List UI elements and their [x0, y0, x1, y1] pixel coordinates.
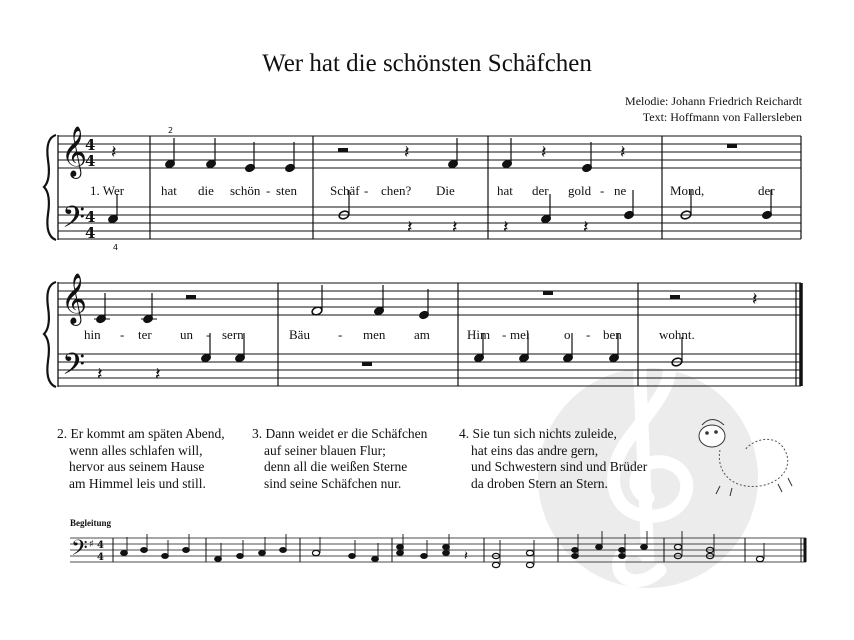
verse-3: [252, 426, 427, 492]
time-signature-bottom: 4: [85, 152, 96, 170]
bass-clef-icon: 𝄢: [62, 201, 86, 242]
verse-line: 3. Dann weidet er die Schäfchen: [252, 426, 428, 441]
melody-credit: Melodie: Johann Friedrich Reichardt: [625, 94, 802, 108]
lyric-word: 1. Wer: [90, 183, 125, 198]
lyric-word: chen?: [381, 183, 412, 198]
time-signature-top: 4: [85, 208, 96, 226]
lyric-hyphen: -: [364, 183, 369, 198]
verse-4: [459, 426, 647, 492]
treble-clef-icon: 𝄞: [61, 126, 88, 177]
fingering-number: 4: [113, 243, 119, 252]
time-signature-top: 4: [85, 136, 96, 154]
verse-line: hervor aus seinem Hause: [69, 459, 205, 474]
verse-2: [57, 426, 225, 492]
lyric-word: ne: [614, 183, 627, 198]
lyric-hyphen: -: [338, 327, 343, 342]
lyric-word: hin: [84, 327, 101, 342]
verse-line: 2. Er kommt am späten Abend,: [57, 426, 225, 441]
system-brace: [44, 135, 56, 387]
svg-text:𝄽: 𝄽: [583, 217, 589, 238]
svg-text:𝄽: 𝄽: [452, 217, 458, 238]
staff-treble-2: [58, 283, 801, 315]
lyric-hyphen: -: [502, 327, 507, 342]
lyric-word: gold: [568, 183, 592, 198]
svg-text:𝄽: 𝄽: [407, 217, 413, 238]
accompaniment-label: Begleitung: [70, 518, 112, 528]
time-signature-bottom: 4: [85, 224, 96, 242]
key-signature: ♯: [89, 539, 94, 550]
bass-clef-icon: 𝄢: [71, 536, 88, 566]
time-signature-bottom: 4: [97, 552, 104, 563]
verse-line: denn all die weißen Sterne: [264, 459, 408, 474]
lyric-word: ben: [603, 327, 622, 342]
treble-clef-icon: 𝄞: [61, 273, 88, 324]
svg-text:𝄽: 𝄽: [97, 364, 103, 385]
verse-line: hat eins das andre gern,: [471, 442, 599, 458]
verse-line: auf seiner blauen Flur;: [264, 442, 386, 458]
lyric-word: sern: [222, 327, 244, 342]
verse-line: da droben Stern an Stern.: [471, 475, 608, 491]
lyric-word: der: [532, 183, 549, 198]
lyric-hyphen: -: [206, 327, 211, 342]
svg-text:𝄽: 𝄽: [503, 217, 509, 238]
song-title: Wer hat die schönsten Schäfchen: [262, 50, 592, 77]
verse-line: am Himmel leis und still.: [69, 475, 206, 491]
lyric-word: men: [363, 327, 386, 342]
lyric-word: wohnt.: [659, 327, 695, 342]
verse-line: sind seine Schäfchen nur.: [264, 475, 402, 491]
svg-text:𝄽: 𝄽: [111, 142, 117, 163]
lyric-word: mel: [510, 327, 530, 342]
barlines-2: [278, 283, 796, 386]
svg-text:𝄽: 𝄽: [404, 142, 410, 163]
lyric-word: Schäf: [330, 183, 360, 198]
lyric-word: Die: [436, 183, 455, 198]
lyric-word: der: [758, 183, 775, 198]
lyric-word: un: [180, 327, 193, 342]
lyric-hyphen: -: [586, 327, 591, 342]
lyric-hyphen: -: [266, 183, 271, 198]
svg-text:𝄽: 𝄽: [155, 364, 161, 385]
verse-line: und Schwestern sind und Brüder: [471, 459, 648, 474]
lyric-word: o: [564, 327, 571, 342]
measure-number: 2: [168, 126, 174, 135]
time-signature-top: 4: [97, 540, 104, 551]
lyric-hyphen: -: [600, 183, 605, 198]
lyric-word: Him: [467, 327, 491, 342]
lyric-word: am: [414, 327, 430, 342]
verse-line: 4. Sie tun sich nichts zuleide,: [459, 426, 617, 441]
svg-text:𝄽: 𝄽: [752, 289, 758, 310]
lyric-hyphen: -: [120, 327, 125, 342]
lyric-word: hat: [497, 183, 513, 198]
bass-clef-icon: 𝄢: [62, 348, 86, 389]
svg-text:𝄽: 𝄽: [541, 142, 547, 163]
text-credit: Text: Hoffmann von Fallersleben: [642, 110, 802, 124]
svg-text:𝄽: 𝄽: [620, 142, 626, 163]
lyric-word: ter: [138, 327, 152, 342]
lyric-word: hat: [161, 183, 177, 198]
lyric-word: sten: [276, 183, 297, 198]
lyric-word: schön: [230, 183, 261, 198]
verse-line: wenn alles schlafen will,: [69, 442, 203, 458]
lyric-word: die: [198, 183, 214, 198]
lyric-word: Mond,: [670, 183, 705, 198]
svg-text:𝄽: 𝄽: [464, 549, 468, 564]
lyric-word: Bäu: [289, 327, 310, 342]
